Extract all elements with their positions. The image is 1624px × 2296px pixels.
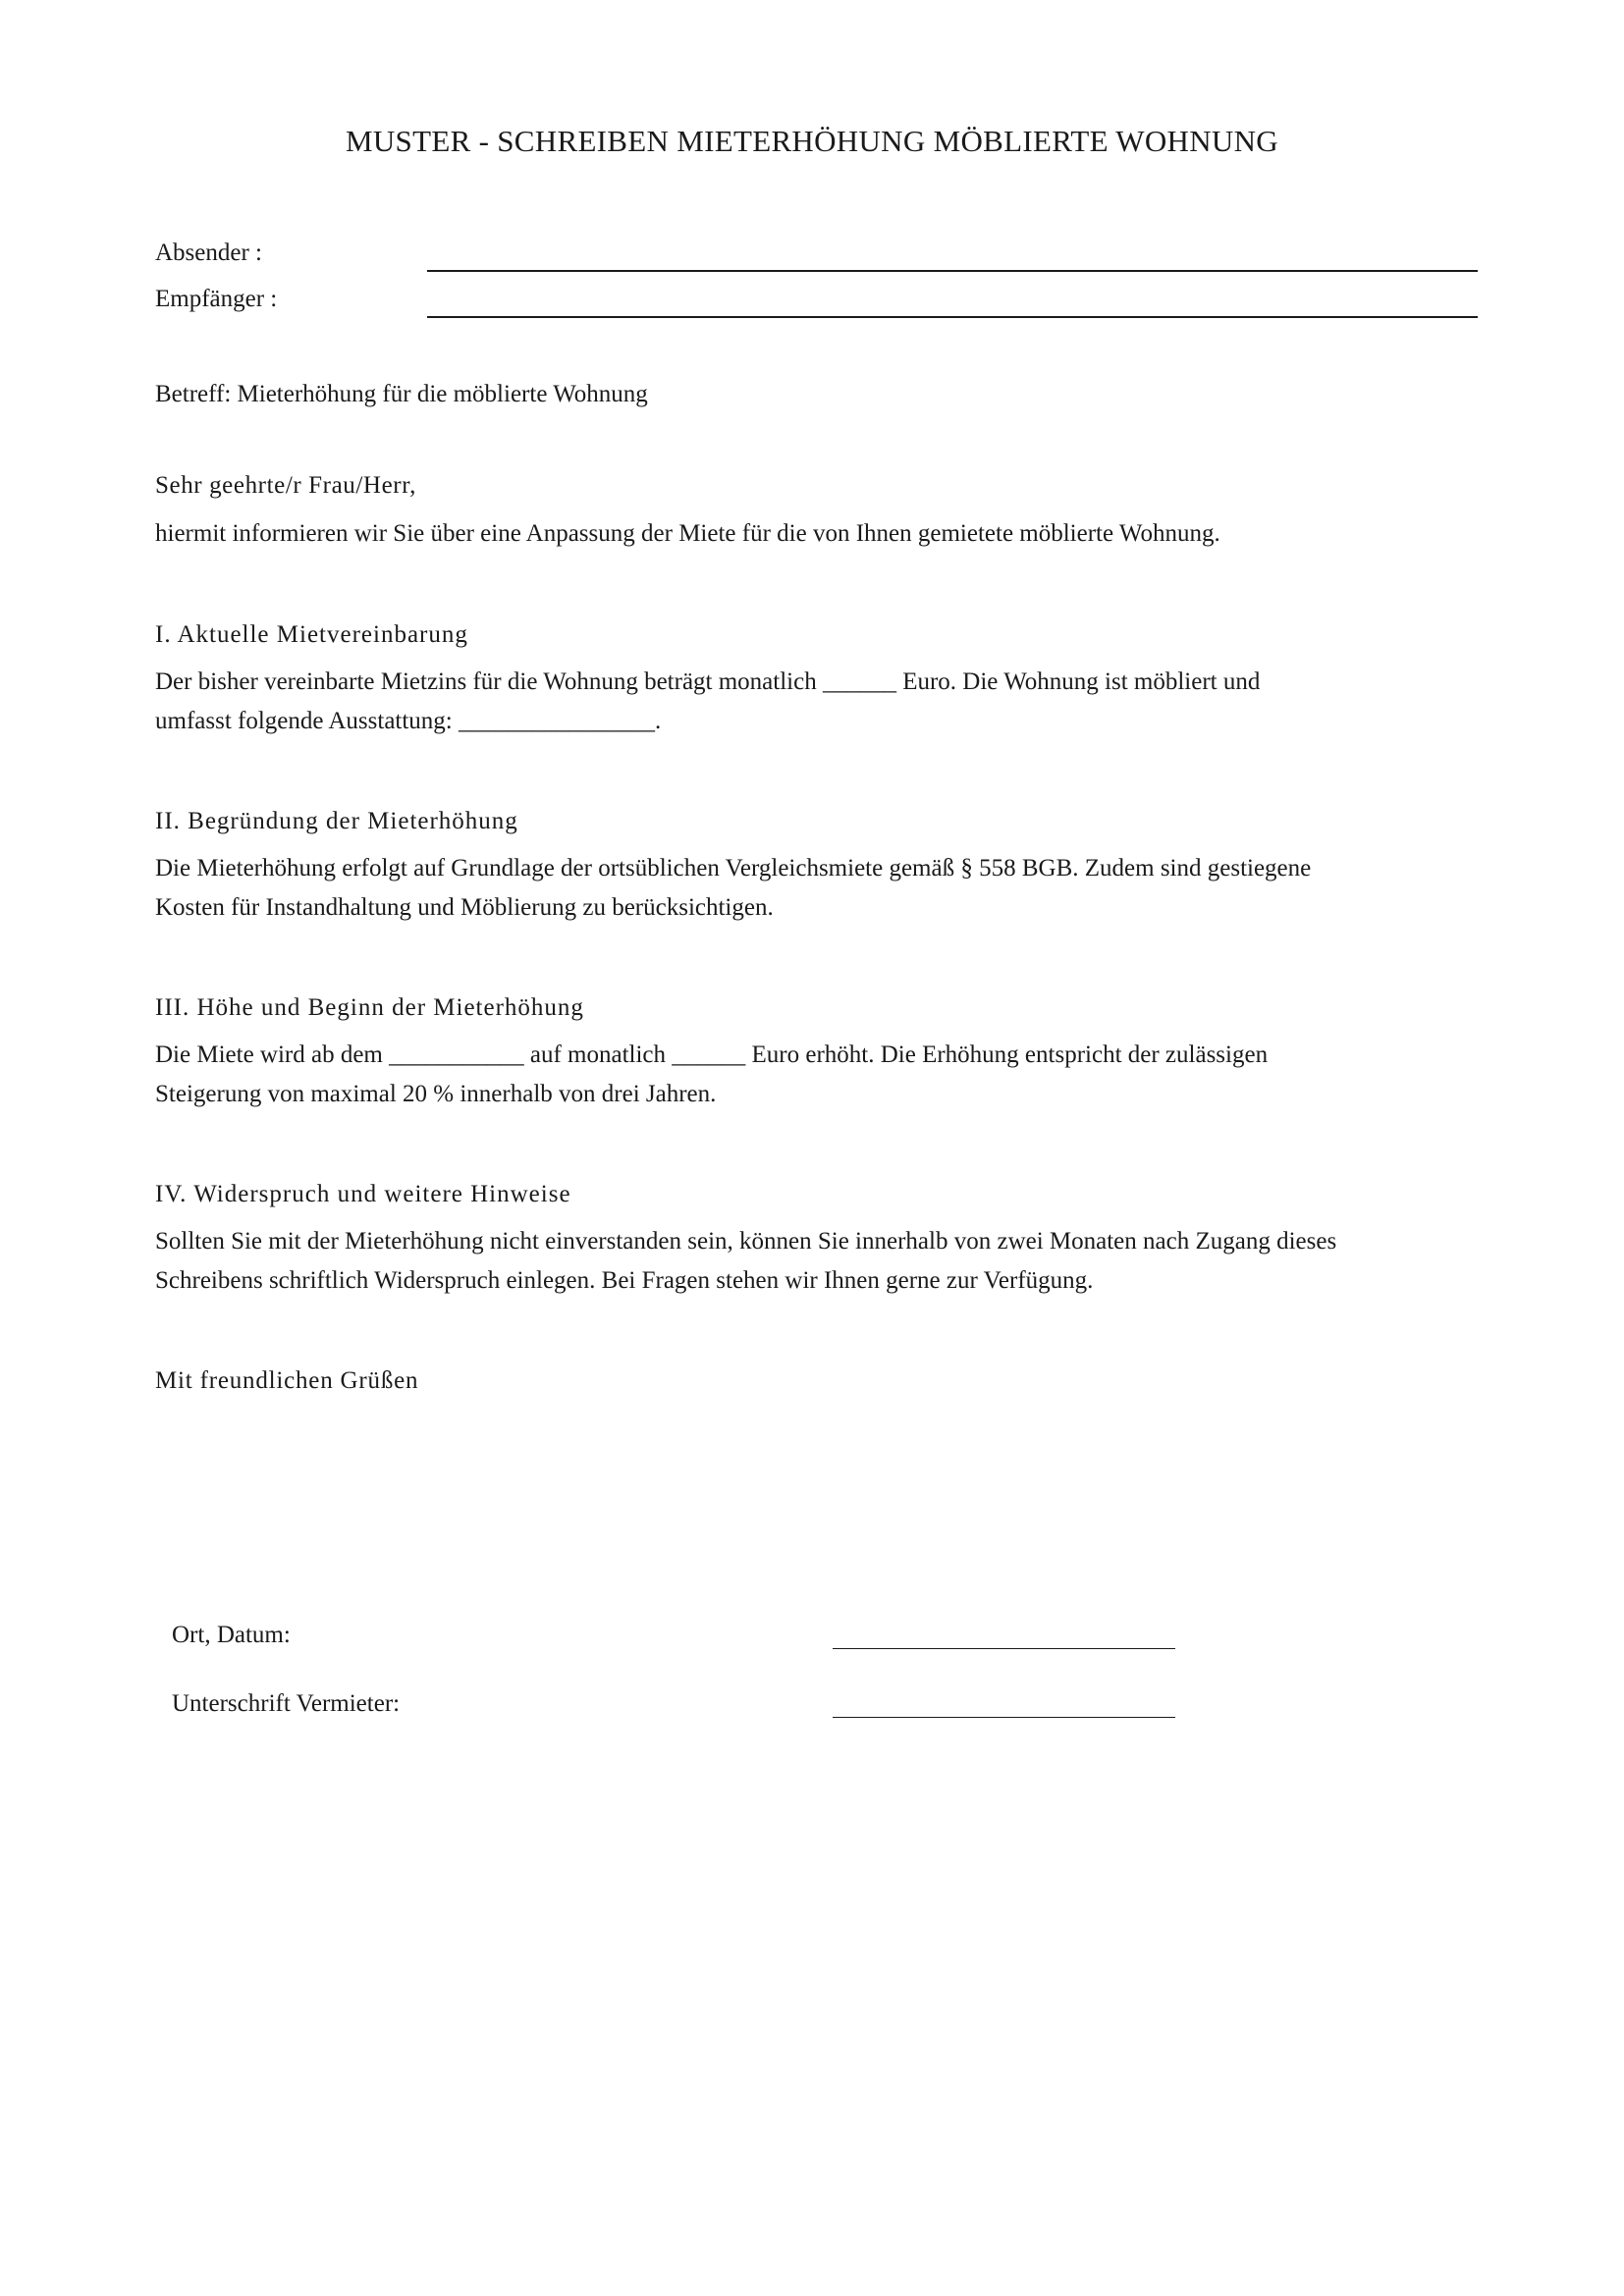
place-date-label: Ort, Datum: (172, 1622, 291, 1648)
recipient-line (427, 316, 1478, 318)
subject-line: Betreff: Mieterhöhung für die möblierte Wohnung (155, 381, 648, 407)
section-heading: II. Begründung der Mieterhöhung (155, 808, 518, 834)
intro-paragraph: hiermit informieren wir Sie über eine Anpassung der Miete für die von Ihnen gemietete möblierte Wohnung. (155, 520, 1220, 547)
place-date-line (833, 1648, 1175, 1649)
landlord-signature-label: Unterschrift Vermieter: (172, 1690, 401, 1717)
section-text-line: Schreibens schriftlich Widerspruch einlegen. Bei Fragen stehen wir Ihnen gerne zur Verfügung. (155, 1267, 1094, 1294)
section-text-line: Die Miete wird ab dem ___________ auf monatlich ______ Euro erhöht. Die Erhöhung entspricht der zulässigen (155, 1041, 1269, 1068)
closing-line: Mit freundlichen Grüßen (155, 1367, 419, 1394)
section-heading: I. Aktuelle Mietvereinbarung (155, 621, 468, 648)
section-text-line: Die Mieterhöhung erfolgt auf Grundlage der ortsüblichen Vergleichsmiete gemäß § 558 BGB. Zudem sind gestiegene (155, 855, 1312, 881)
section-text-line: Kosten für Instandhaltung und Möblierung zu berücksichtigen. (155, 894, 774, 921)
recipient-label: Empfänger : (155, 286, 278, 312)
section-text-line: Der bisher vereinbarte Mietzins für die Wohnung beträgt monatlich ______ Euro. Die Wohnung ist möbliert und (155, 668, 1261, 695)
landlord-signature-line (833, 1717, 1175, 1718)
section-text-line: Sollten Sie mit der Mieterhöhung nicht einverstanden sein, können Sie innerhalb von zwei Monaten nach Zugang dieses (155, 1228, 1337, 1255)
section-text-line: Steigerung von maximal 20 % innerhalb von drei Jahren. (155, 1081, 717, 1107)
sender-label: Absender : (155, 240, 262, 266)
section-text-line: umfasst folgende Ausstattung: ________________. (155, 708, 662, 734)
sender-line (427, 270, 1478, 272)
document-title: MUSTER - SCHREIBEN MIETERHÖHUNG MÖBLIERTE WOHNUNG (346, 124, 1278, 158)
salutation: Sehr geehrte/r Frau/Herr, (155, 472, 416, 499)
section-heading: III. Höhe und Beginn der Mieterhöhung (155, 994, 584, 1021)
section-heading: IV. Widerspruch und weitere Hinweise (155, 1181, 571, 1207)
